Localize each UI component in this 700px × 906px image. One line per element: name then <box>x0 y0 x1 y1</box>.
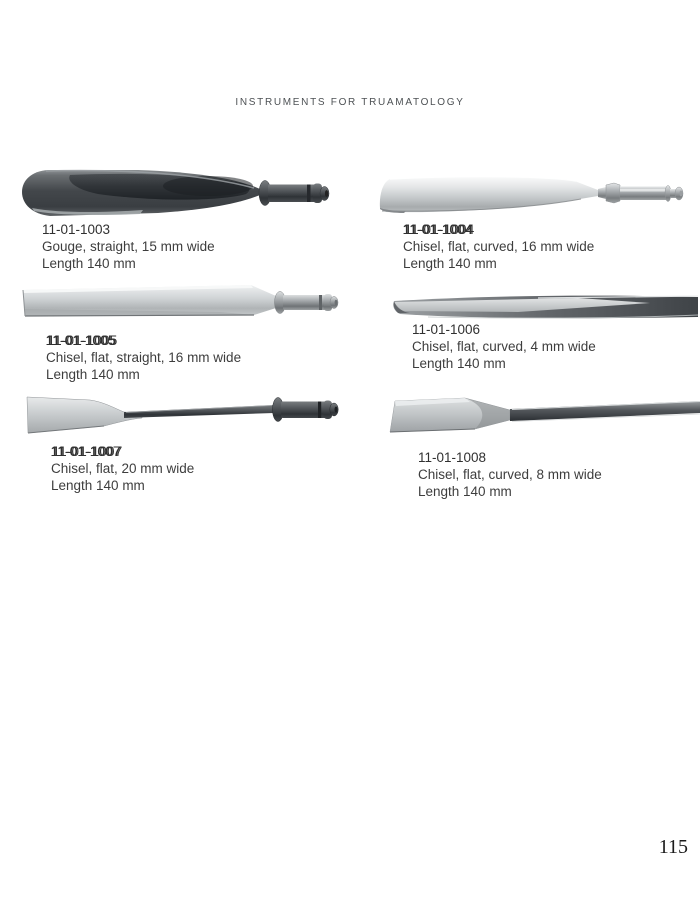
product-info <box>412 322 700 372</box>
product-length: Length 140 mm <box>51 477 145 493</box>
product-description: Chisel, flat, straight, 16 mm wide <box>46 350 242 365</box>
instrument-image-chisel-flat-straight-16mm <box>20 283 342 325</box>
instrument-image-chisel-flat-curved-8mm <box>386 394 700 442</box>
product-card <box>22 390 344 494</box>
product-card <box>386 394 700 500</box>
instrument-image-chisel-flat-20mm <box>22 390 344 440</box>
product-code: 11-01-1004 <box>403 222 474 237</box>
instrument-image-chisel-flat-curved-4mm <box>388 292 700 322</box>
product-info <box>418 450 700 500</box>
product-info <box>46 333 342 383</box>
product-code: 11-01-1003 <box>42 222 111 237</box>
product-length: Length 140 mm <box>418 483 512 499</box>
product-length: Length 140 mm <box>403 255 497 271</box>
product-length: Length 140 mm <box>46 366 140 382</box>
product-code: 11-01-1007 <box>51 444 122 459</box>
product-code: 11-01-1008 <box>418 450 487 465</box>
product-info <box>51 444 344 494</box>
product-description: Chisel, flat, 20 mm wide <box>51 461 195 476</box>
product-description: Chisel, flat, curved, 4 mm wide <box>412 339 596 354</box>
product-description: Chisel, flat, curved, 16 mm wide <box>403 239 595 254</box>
product-card <box>20 283 342 383</box>
product-length: Length 140 mm <box>42 255 136 271</box>
product-description: Chisel, flat, curved, 8 mm wide <box>418 467 602 482</box>
product-info <box>42 222 333 272</box>
product-length: Length 140 mm <box>412 355 506 371</box>
product-code: 11-01-1005 <box>46 333 117 348</box>
product-card <box>376 166 696 272</box>
product-card <box>388 292 700 372</box>
page-title: INSTRUMENTS FOR TRUAMATOLOGY <box>235 97 465 108</box>
product-info <box>403 222 696 272</box>
product-description: Gouge, straight, 15 mm wide <box>42 239 215 254</box>
page-number: 115 <box>658 836 688 858</box>
product-code: 11-01-1006 <box>412 322 481 337</box>
product-card <box>18 166 333 272</box>
instrument-image-chisel-flat-curved-16mm <box>376 166 696 222</box>
instrument-image-gouge-straight <box>18 166 333 222</box>
